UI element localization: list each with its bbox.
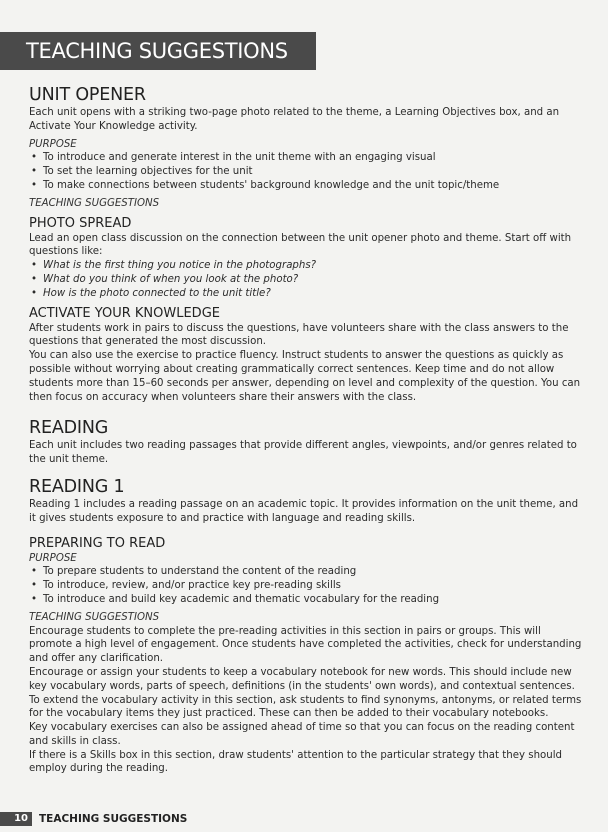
page-number: 10 xyxy=(0,812,32,826)
activate-para-2: You can also use the exercise to practice fluency. Instruct students to answer the questions as quickly as possible without worrying about creating grammatically correct sentences. Keep time and do not allow students more than 15–60 seconds per answer, depending on level and complexity of the question. You can then focus on accuracy when volunteers share their answers with the class. xyxy=(29,350,581,403)
list-item: • To prepare students to understand the content of the reading xyxy=(29,565,585,579)
list-item: • To set the learning objectives for the unit xyxy=(29,165,585,179)
teaching-suggestions-label: TEACHING SUGGESTIONS xyxy=(29,197,160,209)
reading-heading: READING xyxy=(29,418,109,439)
purpose-label: PURPOSE xyxy=(29,138,77,150)
purpose-label: PURPOSE xyxy=(29,552,77,564)
preparing-to-read-heading: PREPARING TO READ xyxy=(29,535,166,551)
page-banner-title: TEACHING SUGGESTIONS xyxy=(0,32,316,70)
list-item: • To introduce and generate interest in the unit theme with an engaging visual xyxy=(29,151,585,165)
activate-para-1: After students work in pairs to discuss the questions, have volunteers share with the class answers to the questions that generated the most discussion. xyxy=(29,322,569,348)
photo-spread-heading: PHOTO SPREAD xyxy=(29,215,132,231)
list-item: • To introduce, review, and/or practice key pre-reading skills xyxy=(29,579,585,593)
preparing-para-4: If there is a Skills box in this section, draw students' attention to the particular strategy that they should employ during the reading. xyxy=(29,749,563,775)
photo-spread-text: Lead an open class discussion on the connection between the unit opener photo and theme. Start off with questions like: xyxy=(29,232,572,258)
main-content xyxy=(29,84,585,776)
reading-1-text: Reading 1 includes a reading passage on an academic topic. It provides information on the unit theme, and it gives students exposure to and practice with language and reading skills. xyxy=(29,498,579,524)
teaching-suggestions-label: TEACHING SUGGESTIONS xyxy=(29,611,160,623)
list-item: • To make connections between students' background knowledge and the unit topic/theme xyxy=(29,179,585,193)
preparing-para-1: Encourage students to complete the pre-reading activities in this section in pairs or groups. This will promote a high level of engagement. Once students have completed the activities, check for understanding and offer any clarification. xyxy=(29,625,582,665)
unit-opener-intro: Each unit opens with a striking two-page photo related to the theme, a Learning Objectives box, and an Activate Your Knowledge activity. xyxy=(29,107,560,132)
footer-title: TEACHING SUGGESTIONS xyxy=(39,813,188,825)
reading-1-heading: READING 1 xyxy=(29,476,125,497)
list-item: • How is the photo connected to the unit title? xyxy=(29,287,585,301)
unit-opener-purpose-list xyxy=(29,151,585,192)
preparing-purpose-list xyxy=(29,565,585,606)
list-item: • What is the first thing you notice in the photographs? xyxy=(29,259,585,273)
preparing-para-2: Encourage or assign your students to keep a vocabulary notebook for new words. This should include new key vocabulary words, parts of speech, definitions (in the students' own words), and contextual sentences. To extend the vocabulary activity in this section, ask students to find synonyms, antonyms, or related terms for the vocabulary items they just practiced. These can then be added to their vocabulary notebooks. xyxy=(29,666,582,720)
preparing-para-3: Key vocabulary exercises can also be assigned ahead of time so that you can focus on the reading content and skills in class. xyxy=(29,722,575,747)
unit-opener-heading: UNIT OPENER xyxy=(29,85,146,105)
activate-knowledge-heading: ACTIVATE YOUR KNOWLEDGE xyxy=(29,305,220,321)
photo-spread-question-list xyxy=(29,259,585,300)
page-footer xyxy=(0,812,187,826)
reading-text: Each unit includes two reading passages that provide different angles, viewpoints, and/or genres related to the unit theme. xyxy=(29,440,577,466)
list-item: • To introduce and build key academic and thematic vocabulary for the reading xyxy=(29,593,585,607)
list-item: • What do you think of when you look at the photo? xyxy=(29,273,585,287)
